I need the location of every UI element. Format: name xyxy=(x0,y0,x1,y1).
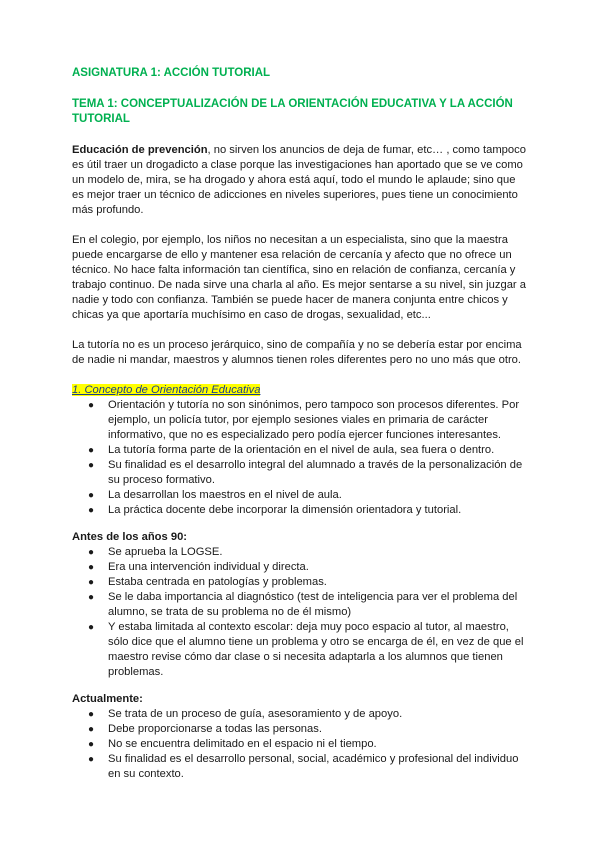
before-90-heading: Antes de los años 90: xyxy=(72,531,188,543)
bullet-icon: ● xyxy=(88,400,95,411)
bullet-icon: ● xyxy=(88,724,95,735)
bullet-icon: ● xyxy=(88,622,95,633)
bullet-icon: ● xyxy=(88,562,95,573)
paragraph-school: En el colegio, por ejemplo, los niños no necesitan a un especialista, sino que la maestra puede encargarse de ello y mantener esa relación de cercanía y afecto que no ofrece un técnico. No hace falta información tan científica, sino en relación de confianza, cercanía y trabajo continuo. De nada sirve una charla al año. Es mejor sentarse a su nivel, sin juzgar a nadie y todo con confianza. También se puede hacer de manera conjunta entre chicos y chicas ya que aportaría muchísimo en caso de drogas, sexualidad, etc... xyxy=(72,234,526,321)
list-item: ● Debe proporcionarse a todas las personas. xyxy=(88,723,322,735)
list-item: ● Y estaba limitada al contexto escolar: deja muy poco espacio al tutor, al maestro, sólo dice que el alumno tiene un problema y otro se encarga de él, en vez de que el maestro revise cómo dar clase o si necesita adaptarla a los alumnos que tienen problemas. xyxy=(88,621,524,678)
intro-rest: , no sirven los anuncios de deja de fumar, etc… , como tampoco es útil traer un drogadicto a clase porque las investigaciones han aportado que se ve como un modelo de, mira, se ha drogado y ahora está aquí, todo el mundo le aplaude; sino que es mejor traer un técnico de adicciones en niveles superiores, pues tiene un conocimiento más profundo. xyxy=(72,144,526,216)
list-item: ● Era una intervención individual y directa. xyxy=(88,561,309,573)
list-item: ● No se encuentra delimitado en el espacio ni el tiempo. xyxy=(88,738,377,750)
currently-heading: Actualmente: xyxy=(72,693,143,705)
paragraph-tutoring: La tutoría no es un proceso jerárquico, sino de compañía y no se debería estar por encima de nadie ni mandar, maestros y alumnos tienen roles diferentes pero no uno más que otro. xyxy=(72,339,522,366)
document-page xyxy=(72,66,528,782)
concept-list xyxy=(72,398,528,518)
list-item: ● Estaba centrada en patologías y problemas. xyxy=(88,576,327,588)
list-item: ● La desarrollan los maestros en el nivel de aula. xyxy=(88,489,342,501)
bullet-icon: ● xyxy=(88,754,95,765)
intro-lead: Educación de prevención xyxy=(72,144,208,156)
intro-paragraph xyxy=(72,143,528,218)
bullet-icon: ● xyxy=(88,445,95,456)
bullet-icon: ● xyxy=(88,547,95,558)
section-heading-concept xyxy=(72,383,528,398)
bullet-icon: ● xyxy=(88,592,95,603)
currently-list xyxy=(72,707,528,782)
bullet-icon: ● xyxy=(88,460,95,471)
bullet-icon: ● xyxy=(88,709,95,720)
list-item: ● Su finalidad es el desarrollo personal, social, académico y profesional del individuo en su contexto. xyxy=(88,753,519,780)
subject-title: ASIGNATURA 1: ACCIÓN TUTORIAL xyxy=(72,67,271,79)
list-item: ● Se trata de un proceso de guía, asesoramiento y de apoyo. xyxy=(88,708,403,720)
bullet-icon: ● xyxy=(88,577,95,588)
list-item: ● Se le daba importancia al diagnóstico (test de inteligencia para ver el problema del alumno, se trata de su problema no de él mismo) xyxy=(88,591,518,618)
list-item: ● Se aprueba la LOGSE. xyxy=(88,546,223,558)
before-90-list xyxy=(72,545,528,680)
section-heading-text: 1. Concepto de Orientación Educativa xyxy=(72,384,261,396)
list-item: ● Su finalidad es el desarrollo integral del alumnado a través de la personalización de su proceso formativo. xyxy=(88,459,523,486)
bullet-icon: ● xyxy=(88,505,95,516)
bullet-icon: ● xyxy=(88,490,95,501)
list-item: ● La práctica docente debe incorporar la dimensión orientadora y tutorial. xyxy=(88,504,462,516)
list-item: ● Orientación y tutoría no son sinónimos, pero tampoco son procesos diferentes. Por ejemplo, un policía tutor, por ejemplo sesiones viales en primaria de carácter informativo, que no es especializado pero podía ejercer funciones interesantes. xyxy=(88,399,520,441)
list-item: ● La tutoría forma parte de la orientación en el nivel de aula, sea fuera o dentro. xyxy=(88,444,495,456)
topic-title: TEMA 1: CONCEPTUALIZACIÓN DE LA ORIENTACIÓN EDUCATIVA Y LA ACCIÓN TUTORIAL xyxy=(72,98,513,125)
bullet-icon: ● xyxy=(88,739,95,750)
